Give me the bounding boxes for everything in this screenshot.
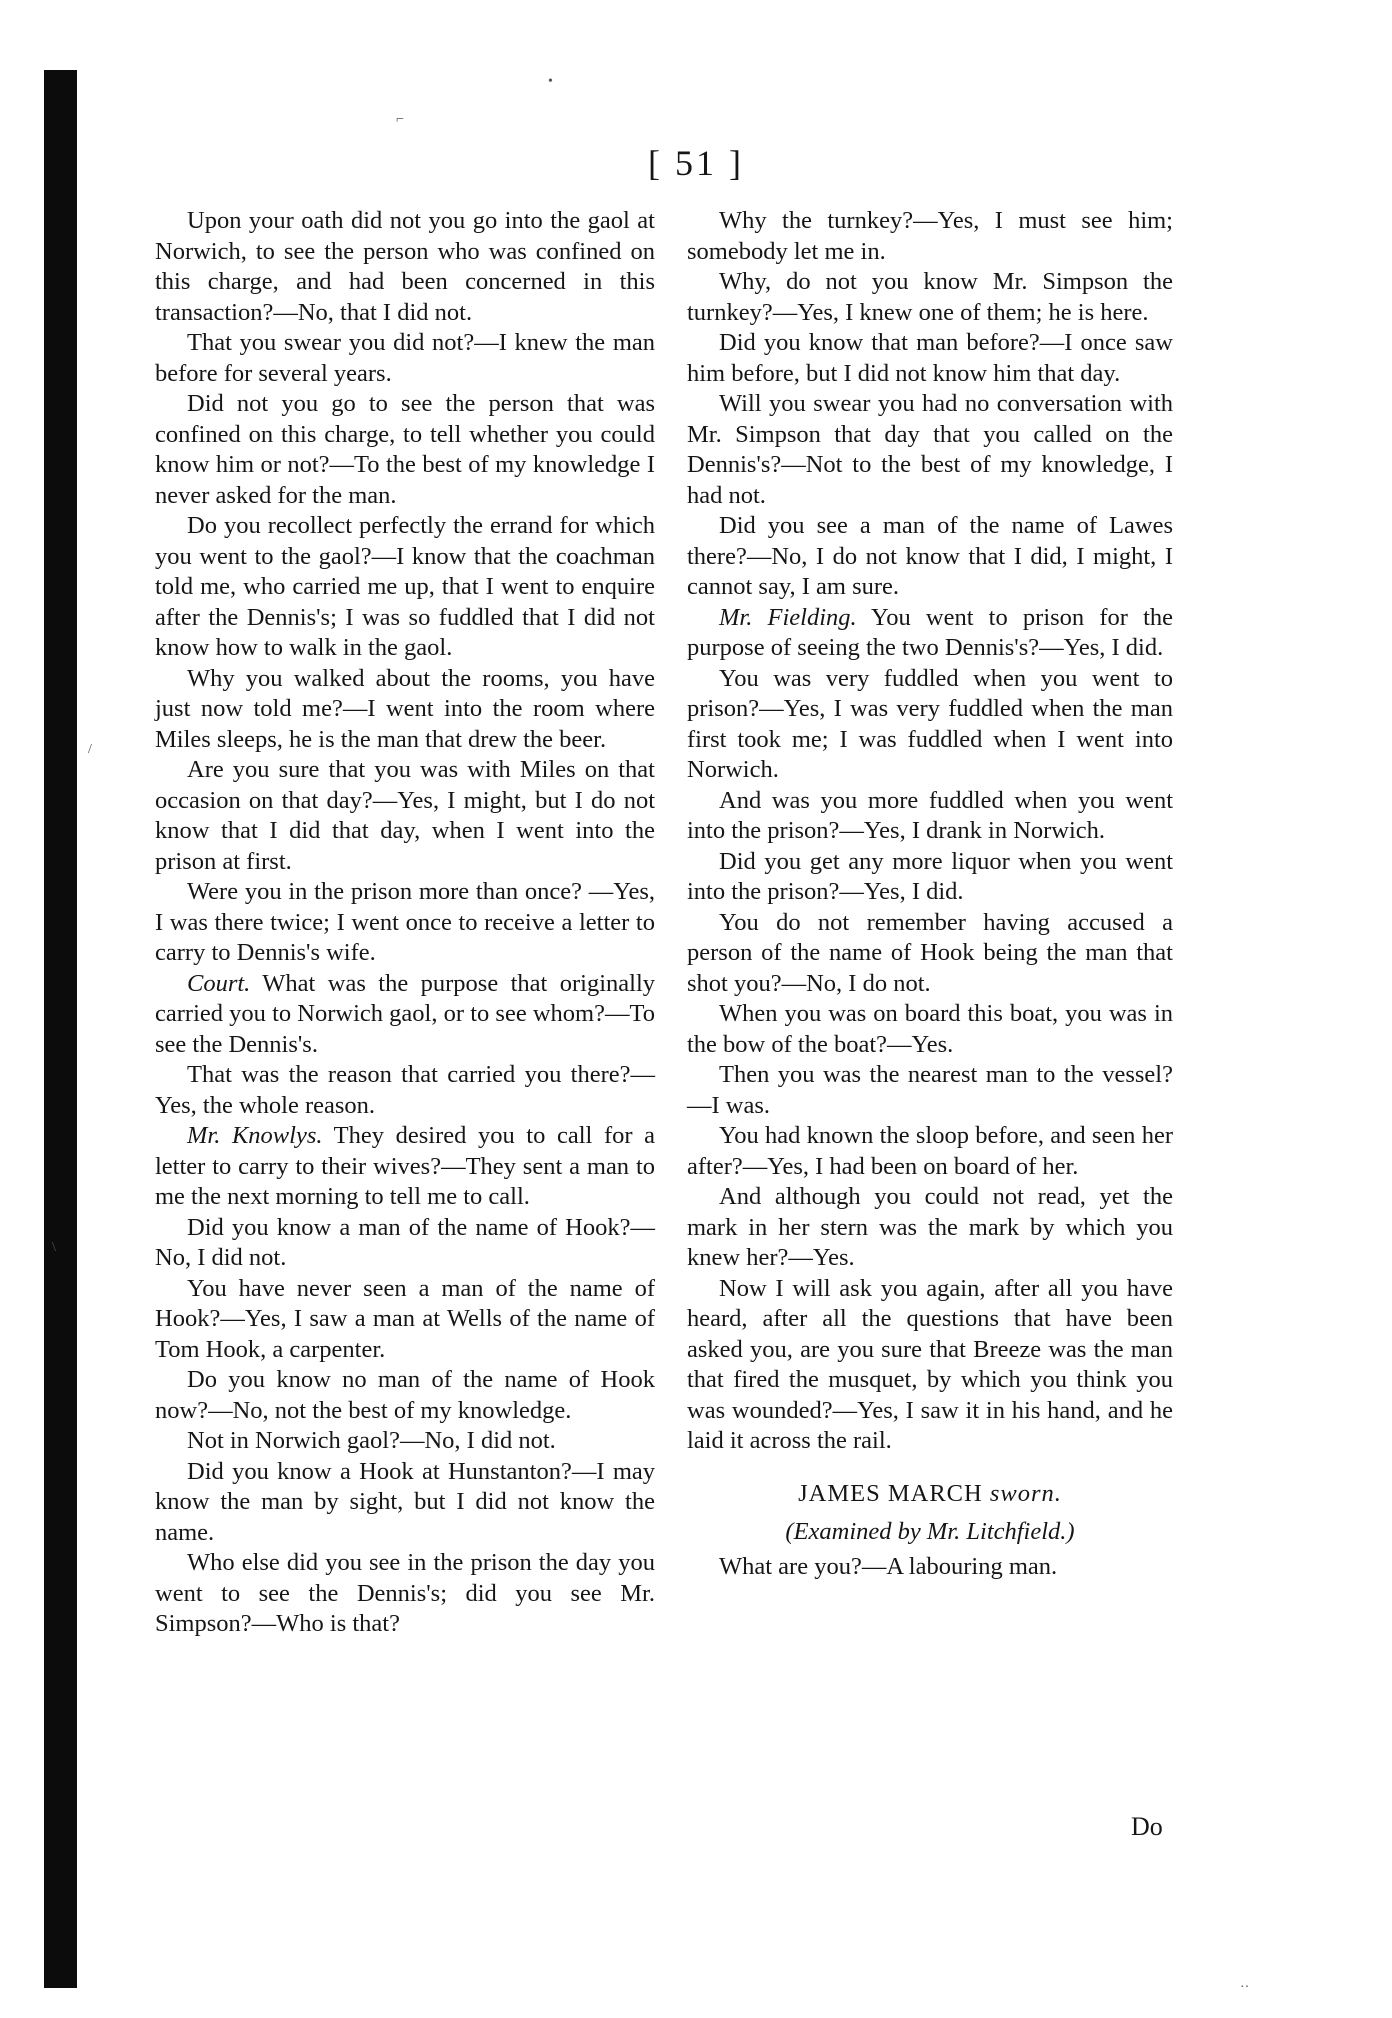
paragraph-text: What was the purpose that originally carried you to Norwich gaol, or to see whom?—To see the Dennis's. <box>155 969 656 1058</box>
paragraph-text: Then you was the nearest man to the vessel?—I was. <box>687 1061 1173 1119</box>
paragraph-text: Did you know a Hook at Hunstanton?—I may know the man by sight, but I did not know the name. <box>155 1457 655 1546</box>
qa-paragraph <box>687 603 1173 664</box>
qa-paragraph <box>155 1457 655 1549</box>
left-column <box>155 206 655 1640</box>
catchword: Do <box>1131 1812 1163 1841</box>
qa-paragraph <box>687 999 1173 1060</box>
paragraph-text: That you swear you did not?—I knew the man before for several years. <box>155 329 655 387</box>
witness-sworn: sworn. <box>989 1479 1062 1507</box>
paragraph-text: Did you know a man of the name of Hook?—No, I did not. <box>155 1213 655 1271</box>
qa-paragraph <box>155 328 655 389</box>
paragraph-text: Now I will ask you again, after all you have heard, after all the questions that have been asked you, are you sure that Breeze was the man that fired the musquet, by which you think you was wounded?—Yes, I saw it in his hand, and he laid it across the rail. <box>687 1274 1173 1454</box>
print-speck: \ <box>52 1240 56 1255</box>
paragraph-text: Why the turnkey?—Yes, I must see him; somebody let me in. <box>687 207 1173 265</box>
paragraph-text: Why you walked about the rooms, you have just now told me?—I went into the room where Miles sleeps, he is the man that drew the beer. <box>155 664 655 753</box>
print-speck: ·· <box>1240 1980 1250 1995</box>
qa-paragraph <box>687 389 1173 511</box>
paragraph-text: Upon your oath did not you go into the gaol at Norwich, to see the person who was confined on this charge, and had been concerned in this transaction?—No, that I did not. <box>155 207 655 326</box>
right-column-paragraphs <box>687 206 1173 1457</box>
paragraph-text: You was very fuddled when you went to prison?—Yes, I was very fuddled when the man first took me; I was fuddled when I went into Norwich. <box>687 664 1173 783</box>
qa-paragraph <box>155 969 655 1061</box>
paragraph-text: Do you recollect perfectly the errand for which you went to the gaol?—I know that the coachman told me, who carried me up, that I went to enquire after the Dennis's; I was so fuddled that I did not know how to walk in the gaol. <box>155 512 655 661</box>
qa-paragraph <box>687 786 1173 847</box>
qa-paragraph <box>155 664 655 756</box>
qa-paragraph <box>687 267 1173 328</box>
paragraph-text: Did you see a man of the name of Lawes there?—No, I do not know that I did, I might, I cannot say, I am sure. <box>687 512 1173 600</box>
qa-paragraph <box>155 511 655 664</box>
paragraph-text: Did you get any more liquor when you went into the prison?—Yes, I did. <box>687 847 1173 905</box>
witness-name: JAMES MARCH <box>798 1479 983 1507</box>
paragraph-text: Were you in the prison more than once? —Yes, I was there twice; I went once to receive a letter to carry to Dennis's wife. <box>155 878 655 966</box>
paragraph-text: Why, do not you know Mr. Simpson the turnkey?—Yes, I knew one of them; he is here. <box>687 268 1173 326</box>
paragraph-text: And was you more fuddled when you went into the prison?—Yes, I drank in Norwich. <box>687 786 1173 844</box>
paragraph-text: That was the reason that carried you there?—Yes, the whole reason. <box>155 1061 655 1119</box>
paragraph-text: Will you swear you had no conversation with Mr. Simpson that day that you called on the Dennis's?—Not to the best of my knowledge, I had not. <box>687 390 1173 509</box>
qa-paragraph <box>155 1121 655 1213</box>
qa-paragraph <box>687 1274 1173 1457</box>
print-speck: • <box>548 74 553 89</box>
qa-paragraph <box>155 1426 655 1457</box>
paragraph-text: Are you sure that you was with Miles on that occasion on that day?—Yes, I might, but I do not know that I did that day, when I went into the prison at first. <box>155 756 655 875</box>
qa-paragraph <box>155 1213 655 1274</box>
qa-paragraph <box>687 1121 1173 1182</box>
paragraph-text: You do not remember having accused a person of the name of Hook being the man that shot you?—No, I do not. <box>687 908 1173 997</box>
qa-paragraph <box>687 908 1173 1000</box>
paragraph-text: They desired you to call for a letter to carry to their wives?—They sent a man to me the next morning to tell me to call. <box>155 1122 655 1210</box>
paragraph-text: Did not you go to see the person that was confined on this charge, to tell whether you could know him or not?—To the best of my knowledge I never asked for the man. <box>155 390 655 509</box>
qa-paragraph <box>687 206 1173 267</box>
paragraph-text: You have never seen a man of the name of Hook?—Yes, I saw a man at Wells of the name of Tom Hook, a carpenter. <box>155 1274 655 1363</box>
paragraph-text: And although you could not read, yet the mark in her stern was the mark by which you knew her?—Yes. <box>687 1183 1173 1271</box>
paragraph-text: Did you know that man before?—I once saw him before, but I did not know him that day. <box>687 329 1173 387</box>
qa-paragraph <box>687 847 1173 908</box>
qa-paragraph <box>155 1274 655 1366</box>
examined-by: (Examined by Mr. Litchfield.) <box>785 1518 1075 1545</box>
paragraph-text: Do you know no man of the name of Hook now?—No, not the best of my knowledge. <box>155 1366 655 1424</box>
qa-paragraph <box>155 206 655 328</box>
paragraph-text: Who else did you see in the prison the day you went to see the Dennis's; did you see Mr. Simpson?—Who is that? <box>155 1549 655 1637</box>
print-speck: / <box>88 742 92 757</box>
qa-paragraph <box>687 664 1173 786</box>
qa-paragraph <box>687 328 1173 389</box>
paragraph-text: Not in Norwich gaol?—No, I did not. <box>187 1427 556 1454</box>
qa-paragraph <box>687 511 1173 603</box>
qa-paragraph <box>687 1182 1173 1274</box>
witness-heading <box>687 1479 1173 1510</box>
speaker-label: Mr. Fielding. <box>719 603 857 631</box>
speaker-label: Mr. Knowlys. <box>187 1122 323 1149</box>
qa-paragraph <box>155 877 655 969</box>
scan-edge-shadow <box>44 70 77 1988</box>
first-exchange: What are you?—A labouring man. <box>719 1552 1058 1580</box>
qa-paragraph <box>155 1548 655 1640</box>
page-number: [ 51 ] <box>648 143 744 183</box>
qa-paragraph <box>155 1365 655 1426</box>
speaker-label: Court. <box>187 969 251 997</box>
qa-paragraph <box>155 389 655 511</box>
paragraph-text: You had known the sloop before, and seen her after?—Yes, I had been on board of her. <box>687 1122 1173 1180</box>
print-speck: ⌐ <box>396 112 404 127</box>
right-column <box>687 206 1173 1582</box>
qa-paragraph <box>155 1060 655 1121</box>
qa-paragraph <box>687 1060 1173 1121</box>
paragraph-text: You went to prison for the purpose of seeing the two Dennis's?—Yes, I did. <box>687 603 1174 661</box>
paragraph-text: When you was on board this boat, you was in the bow of the boat?—Yes. <box>687 1000 1173 1058</box>
qa-paragraph <box>155 755 655 877</box>
